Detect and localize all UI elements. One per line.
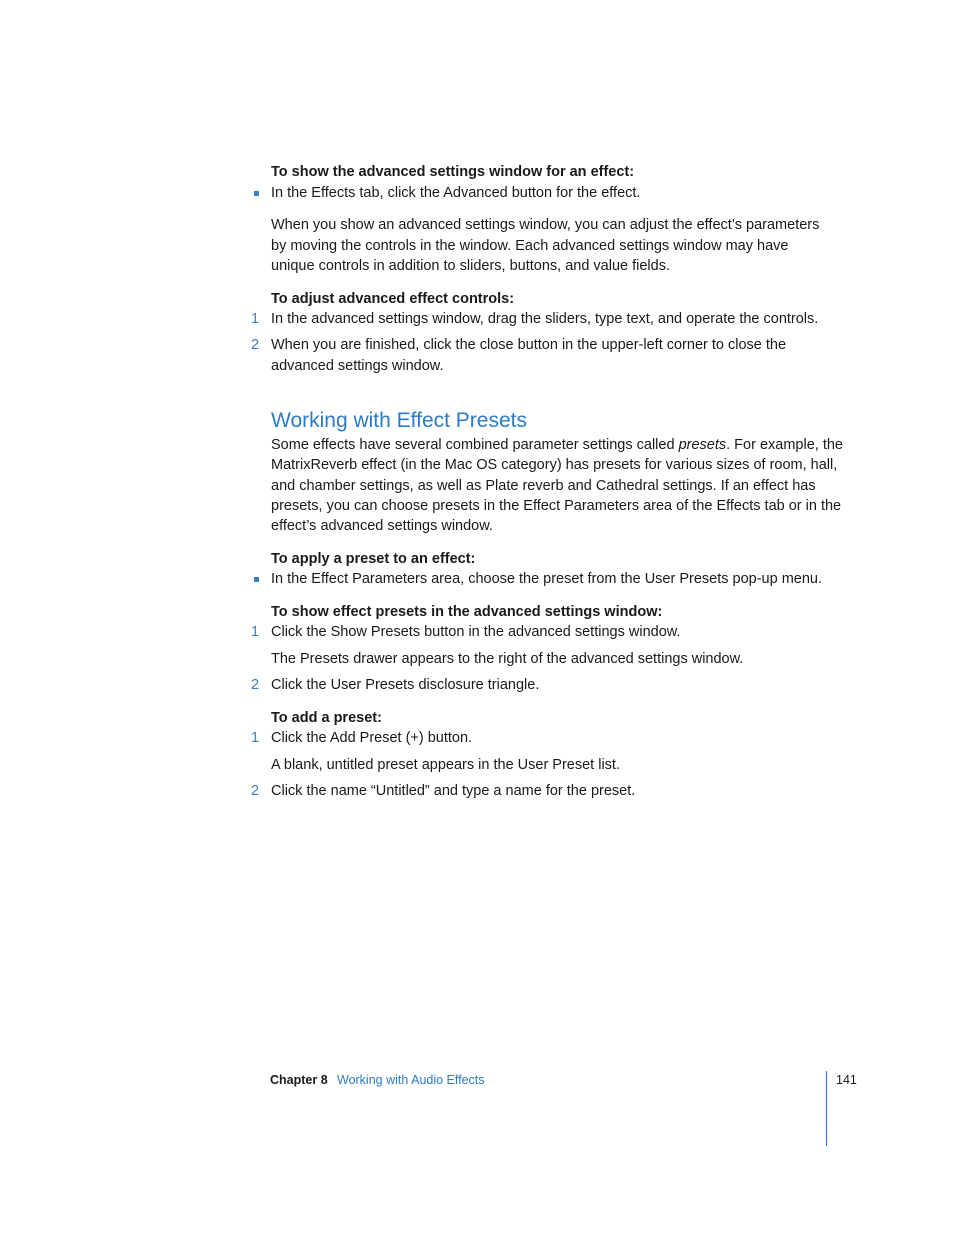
- paragraph-line: [271, 437, 843, 453]
- step-text: Click the Add Preset (+) button.: [271, 730, 473, 746]
- heading-apply-preset: To apply a preset to an effect:: [271, 551, 476, 567]
- step-note: The Presets drawer appears to the right of the advanced settings window.: [271, 651, 744, 667]
- heading-add-preset: To add a preset:: [271, 710, 382, 726]
- step-text: Click the User Presets disclosure triangle.: [271, 677, 540, 693]
- paragraph-line: MatrixReverb effect (in the Mac OS category) has presets for various sizes of room, hall,: [271, 457, 838, 473]
- bullet-text: In the Effect Parameters area, choose the preset from the User Presets pop-up menu.: [271, 571, 823, 587]
- text-run: . For example, the: [726, 437, 843, 453]
- paragraph-line: and chamber settings, as well as Plate reverb and Cathedral settings. If an effect has: [271, 478, 816, 494]
- step-number: 1: [251, 730, 260, 746]
- footer-divider: [826, 1071, 827, 1146]
- heading-show-presets: To show effect presets in the advanced settings window:: [271, 604, 663, 620]
- step-text: When you are finished, click the close button in the upper-left corner to close the: [271, 337, 787, 353]
- step-text: Click the Show Presets button in the advanced settings window.: [271, 624, 681, 640]
- bullet-text: In the Effects tab, click the Advanced button for the effect.: [271, 185, 641, 201]
- step-text: Click the name “Untitled” and type a name for the preset.: [271, 783, 636, 799]
- step-number: 1: [251, 624, 260, 640]
- paragraph-line: presets, you can choose presets in the Effect Parameters area of the Effects tab or in the: [271, 498, 842, 514]
- bullet-icon: [254, 577, 259, 582]
- bullet-icon: [254, 191, 259, 196]
- paragraph-line: effect’s advanced settings window.: [271, 518, 493, 534]
- footer-chapter: Chapter 8: [270, 1073, 328, 1087]
- paragraph-line: by moving the controls in the window. Each advanced settings window may have: [271, 238, 789, 254]
- step-text: In the advanced settings window, drag the sliders, type text, and operate the controls.: [271, 311, 819, 327]
- step-number: 1: [251, 311, 260, 327]
- page-number: 141: [836, 1073, 857, 1087]
- step-note: A blank, untitled preset appears in the User Preset list.: [271, 757, 620, 773]
- text-run: Some effects have several combined parameter settings called: [271, 437, 679, 453]
- footer-chapter-title: Working with Audio Effects: [337, 1073, 485, 1087]
- heading-show-advanced-window: To show the advanced settings window for an effect:: [271, 164, 635, 180]
- paragraph-line: unique controls in addition to sliders, buttons, and value fields.: [271, 258, 670, 274]
- heading-adjust-controls: To adjust advanced effect controls:: [271, 291, 515, 307]
- step-text: advanced settings window.: [271, 358, 444, 374]
- step-number: 2: [251, 337, 260, 353]
- step-number: 2: [251, 677, 260, 693]
- step-number: 2: [251, 783, 260, 799]
- paragraph-line: When you show an advanced settings window, you can adjust the effect’s parameters: [271, 217, 820, 233]
- italic-term: presets: [678, 437, 727, 453]
- section-title: Working with Effect Presets: [271, 409, 527, 432]
